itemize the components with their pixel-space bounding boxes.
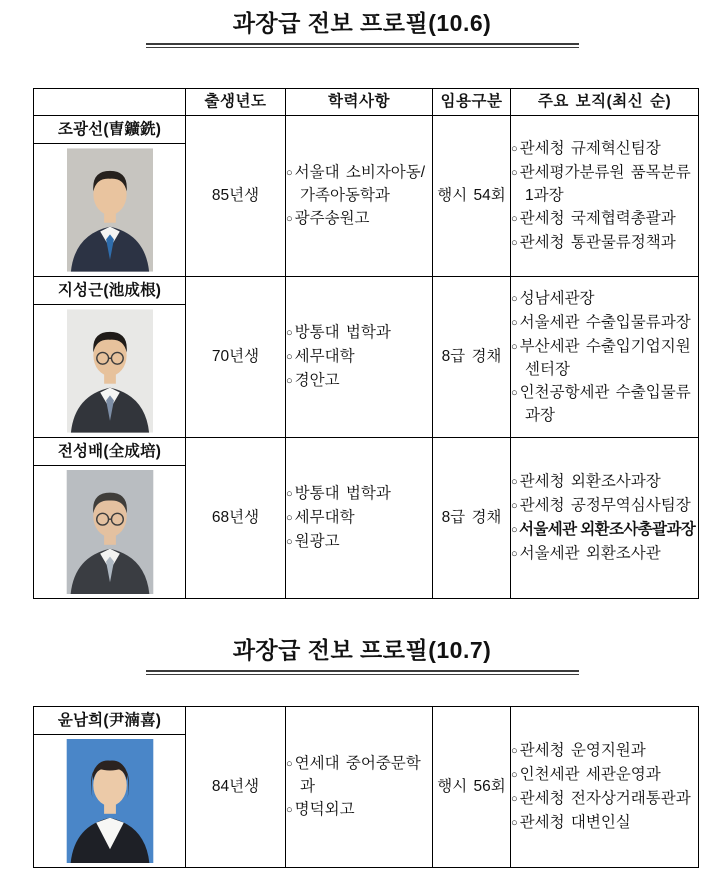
education-item — [286, 483, 432, 506]
circle-bullet-icon: ○ — [511, 142, 518, 155]
section-title-1: 과장급 전보 프로필(10.6) — [232, 10, 492, 36]
position-text: 관세청 규제혁신팀장 — [519, 139, 661, 157]
header-education: 학력사항 — [286, 89, 433, 116]
education-text: 명덕외고 — [294, 800, 355, 818]
education-item — [286, 370, 432, 393]
position-item — [511, 543, 698, 566]
positions-cell — [511, 707, 699, 868]
position-item — [511, 312, 698, 335]
circle-bullet-icon: ○ — [511, 386, 518, 399]
education-text: 세무대학 — [294, 347, 355, 365]
circle-bullet-icon: ○ — [286, 511, 293, 524]
position-text: 인천공항세관 수출입물류 과장 — [519, 383, 691, 424]
education-item — [286, 753, 432, 798]
circle-bullet-icon: ○ — [511, 316, 518, 329]
circle-bullet-icon: ○ — [286, 757, 293, 770]
circle-bullet-icon: ○ — [511, 212, 518, 225]
person-name: 조광선(曺鑛銑) — [34, 116, 186, 144]
person-name: 윤남희(尹湳喜) — [34, 707, 186, 735]
education-text: 연세대 중어중문학과 — [294, 754, 421, 795]
position-item — [511, 495, 698, 518]
position-item — [511, 519, 698, 542]
circle-bullet-icon: ○ — [511, 340, 518, 353]
position-item — [511, 162, 698, 207]
birth-year-cell: 68년생 — [186, 438, 286, 599]
positions-cell — [511, 438, 699, 599]
education-item — [286, 346, 432, 369]
education-cell — [286, 707, 433, 868]
education-text: 방통대 법학과 — [294, 484, 391, 502]
education-text: 방통대 법학과 — [294, 323, 391, 341]
circle-bullet-icon: ○ — [511, 744, 518, 757]
header-photo — [34, 89, 186, 116]
circle-bullet-icon: ○ — [511, 236, 518, 249]
position-text: 인천세관 세관운영과 — [519, 765, 661, 783]
position-text: 관세평가분류원 품목분류 1과장 — [519, 163, 691, 204]
education-item — [286, 531, 432, 554]
position-item — [511, 471, 698, 494]
education-item — [286, 799, 432, 822]
circle-bullet-icon: ○ — [511, 547, 518, 560]
education-cell — [286, 438, 433, 599]
education-text: 경안고 — [294, 371, 340, 389]
education-item — [286, 322, 432, 345]
position-item — [511, 382, 698, 427]
education-text: 서울대 소비자아동/가족아동학과 — [294, 163, 426, 204]
person-row — [34, 116, 699, 144]
section-title-2: 과장급 전보 프로필(10.7) — [232, 637, 492, 663]
circle-bullet-icon: ○ — [511, 768, 518, 781]
education-item — [286, 507, 432, 530]
photo-cell — [34, 466, 186, 599]
photo-cell — [34, 735, 186, 868]
title-underline-2 — [146, 670, 579, 675]
education-text: 세무대학 — [294, 508, 355, 526]
circle-bullet-icon: ○ — [511, 475, 518, 488]
circle-bullet-icon: ○ — [286, 487, 293, 500]
header-appointment: 임용구분 — [433, 89, 511, 116]
circle-bullet-icon: ○ — [286, 535, 293, 548]
education-text: 원광고 — [294, 532, 340, 550]
profile-table-2 — [33, 706, 699, 868]
position-text: 관세청 공정무역심사팀장 — [519, 496, 691, 514]
portrait-photo — [67, 148, 153, 272]
circle-bullet-icon: ○ — [286, 350, 293, 363]
circle-bullet-icon: ○ — [511, 523, 518, 536]
position-item — [511, 138, 698, 161]
position-text: 관세청 통관물류정책과 — [519, 233, 676, 251]
position-item — [511, 812, 698, 835]
circle-bullet-icon: ○ — [286, 326, 293, 339]
position-text: 관세청 외환조사과장 — [519, 472, 661, 490]
appointment-cell: 8급 경채 — [433, 438, 511, 599]
position-text: 성남세관장 — [519, 289, 595, 307]
positions-cell — [511, 277, 699, 438]
person-name: 전성배(全成培) — [34, 438, 186, 466]
title-underline-1 — [146, 43, 579, 48]
circle-bullet-icon: ○ — [286, 166, 293, 179]
position-text: 관세청 대변인실 — [519, 813, 631, 831]
header-positions: 주요 보직(최신 순) — [511, 89, 699, 116]
appointment-cell: 행시 54회 — [433, 116, 511, 277]
birth-year-cell: 70년생 — [186, 277, 286, 438]
education-item — [286, 162, 432, 207]
circle-bullet-icon: ○ — [286, 212, 293, 225]
person-name: 지성근(池成根) — [34, 277, 186, 305]
circle-bullet-icon: ○ — [511, 792, 518, 805]
birth-year-cell: 84년생 — [186, 707, 286, 868]
position-item — [511, 764, 698, 787]
circle-bullet-icon: ○ — [286, 374, 293, 387]
circle-bullet-icon: ○ — [286, 803, 293, 816]
education-item — [286, 208, 432, 231]
portrait-photo — [67, 309, 153, 433]
portrait-photo — [64, 470, 156, 594]
position-item — [511, 208, 698, 231]
position-text: 관세청 국제협력총괄과 — [519, 209, 676, 227]
position-text: 부산세관 수출입기업지원 센터장 — [519, 337, 691, 378]
circle-bullet-icon: ○ — [511, 292, 518, 305]
portrait-photo — [60, 739, 160, 863]
person-row — [34, 277, 699, 305]
education-cell — [286, 116, 433, 277]
position-text: 서울세관 외환조사관 — [519, 544, 661, 562]
circle-bullet-icon: ○ — [511, 816, 518, 829]
circle-bullet-icon: ○ — [511, 166, 518, 179]
profile-table-1 — [33, 88, 699, 599]
position-text: 관세청 전자상거래통관과 — [519, 789, 691, 807]
position-item — [511, 232, 698, 255]
position-text: 관세청 운영지원과 — [519, 741, 646, 759]
position-text: 서울세관 외환조사총괄과장 — [519, 520, 696, 538]
header-birth: 출생년도 — [186, 89, 286, 116]
circle-bullet-icon: ○ — [511, 499, 518, 512]
appointment-cell: 8급 경채 — [433, 277, 511, 438]
education-text: 광주송원고 — [294, 209, 370, 227]
position-item — [511, 336, 698, 381]
position-item — [511, 788, 698, 811]
position-text: 서울세관 수출입물류과장 — [519, 313, 691, 331]
photo-cell — [34, 144, 186, 277]
photo-cell — [34, 305, 186, 438]
education-cell — [286, 277, 433, 438]
appointment-cell: 행시 56회 — [433, 707, 511, 868]
position-item — [511, 288, 698, 311]
position-item — [511, 740, 698, 763]
positions-cell — [511, 116, 699, 277]
birth-year-cell: 85년생 — [186, 116, 286, 277]
person-row — [34, 707, 699, 735]
table-header-row — [34, 89, 699, 116]
person-row — [34, 438, 699, 466]
